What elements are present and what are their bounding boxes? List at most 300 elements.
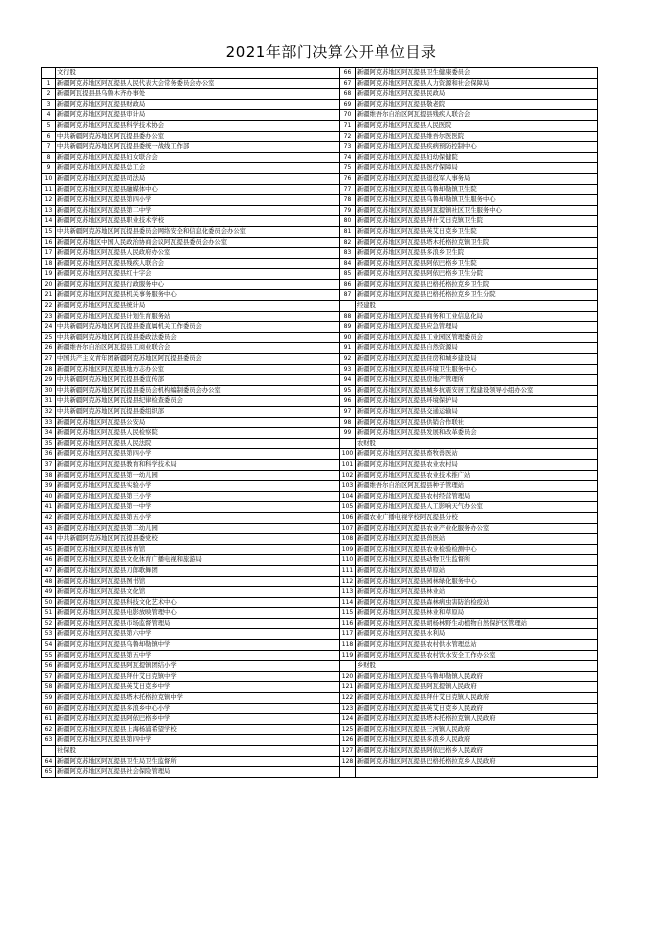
left-row-number: 38 [42, 471, 56, 482]
left-row-number: 19 [42, 269, 56, 280]
left-unit-name: 新疆阿克苏地区阿瓦提县第四小学 [56, 195, 340, 206]
left-row-number: 37 [42, 460, 56, 471]
right-row-number: 106 [340, 513, 356, 524]
left-row-number: 29 [42, 375, 56, 386]
table-row [42, 68, 598, 79]
right-unit-name: 新疆农业广播电视学校阿瓦提县分校 [356, 513, 598, 524]
table-row [42, 238, 598, 249]
right-unit-name: 新疆阿克苏地区阿瓦提县工业园区管理委员会 [356, 333, 598, 344]
right-row-number: 68 [340, 89, 356, 100]
right-row-number: 72 [340, 132, 356, 143]
right-row-number: 87 [340, 290, 356, 301]
left-unit-name: 新疆阿克苏地区阿瓦提县统计局 [56, 301, 340, 312]
left-row-number: 65 [42, 767, 56, 778]
right-unit-name: 新疆阿克苏地区阿瓦提县农村饮水安全工作办公室 [356, 651, 598, 662]
left-unit-name: 新疆阿克苏地区阿瓦提县阿依巴格乡中学 [56, 714, 340, 725]
table-row [42, 735, 598, 746]
left-row-number: 50 [42, 598, 56, 609]
left-row-number: 47 [42, 566, 56, 577]
right-row-number: 95 [340, 386, 356, 397]
right-row-number: 93 [340, 365, 356, 376]
right-row-number: 81 [340, 227, 356, 238]
right-row-number: 78 [340, 195, 356, 206]
right-unit-name: 新疆阿克苏地区阿瓦提县塔木托格拉克镇人民政府 [356, 714, 598, 725]
right-unit-name: 农财股 [356, 439, 598, 450]
left-row-number: 58 [42, 682, 56, 693]
table-row [42, 290, 598, 301]
right-unit-name: 新疆阿克苏地区阿瓦提县农业检验检测中心 [356, 545, 598, 556]
left-unit-name: 新疆阿克苏地区阿瓦提县行政服务中心 [56, 280, 340, 291]
right-row-number: 121 [340, 682, 356, 693]
table-row [42, 375, 598, 386]
right-row-number: 99 [340, 428, 356, 439]
right-row-number: 117 [340, 629, 356, 640]
table-row [42, 651, 598, 662]
right-row-number: 115 [340, 608, 356, 619]
right-row-number: 66 [340, 68, 356, 79]
right-unit-name: 新疆阿克苏地区阿瓦提县阿依巴格乡人民政府 [356, 746, 598, 757]
left-unit-name: 新疆阿克苏地区阿瓦提县第四小学 [56, 449, 340, 460]
table-row [42, 439, 598, 450]
right-unit-name: 新疆阿克苏地区阿瓦提县拜什艾日克镇人民政府 [356, 693, 598, 704]
table-row [42, 555, 598, 566]
left-unit-name: 新疆阿克苏地区阿瓦提县教育和科学技术局 [56, 460, 340, 471]
left-row-number: 53 [42, 629, 56, 640]
table-row [42, 524, 598, 535]
right-unit-name: 新疆阿克苏地区阿瓦提县多浪乡卫生院 [356, 248, 598, 259]
right-unit-name: 新疆阿克苏地区阿瓦提县园林绿化服务中心 [356, 577, 598, 588]
right-row-number: 74 [340, 153, 356, 164]
right-row-number: 112 [340, 577, 356, 588]
right-unit-name: 新疆阿克苏地区阿瓦提县畜牧兽医站 [356, 449, 598, 460]
left-row-number: 9 [42, 163, 56, 174]
right-row-number: 71 [340, 121, 356, 132]
left-row-number: 28 [42, 365, 56, 376]
table-row [42, 513, 598, 524]
left-row-number: 30 [42, 386, 56, 397]
table-row [42, 142, 598, 153]
right-unit-name: 新疆阿克苏地区阿瓦提县乌鲁却勒镇卫生服务中心 [356, 195, 598, 206]
right-unit-name: 新疆阿克苏地区阿瓦提县疾病预防控制中心 [356, 142, 598, 153]
right-unit-name: 新疆阿克苏地区阿瓦提县胡杨林野生动植物自然保护区管理站 [356, 619, 598, 630]
right-row-number: 126 [340, 735, 356, 746]
left-unit-name: 新疆阿克苏地区阿瓦提县文化馆 [56, 587, 340, 598]
right-row-number: 73 [340, 142, 356, 153]
right-unit-name: 新疆阿克苏地区阿瓦提县人力资源和社会保障局 [356, 79, 598, 90]
right-unit-name: 新疆阿克苏地区阿瓦提县乌鲁却勒镇卫生院 [356, 185, 598, 196]
left-unit-name: 新疆阿瓦提县县乌鲁木齐办事处 [56, 89, 340, 100]
left-unit-name: 新疆阿克苏地区阿瓦提县地方志办公室 [56, 365, 340, 376]
left-row-number: 15 [42, 227, 56, 238]
right-row-number: 97 [340, 407, 356, 418]
right-row-number: 125 [340, 725, 356, 736]
left-row-number: 26 [42, 343, 56, 354]
left-row-number: 61 [42, 714, 56, 725]
left-row-number: 10 [42, 174, 56, 185]
left-unit-name: 新疆阿克苏地区阿瓦提县多浪乡中心小学 [56, 704, 340, 715]
left-row-number: 14 [42, 216, 56, 227]
left-row-number: 36 [42, 449, 56, 460]
right-unit-name: 新疆阿克苏地区阿瓦提县巴格托格拉克乡卫生分院 [356, 290, 598, 301]
left-row-number: 4 [42, 110, 56, 121]
right-row-number: 90 [340, 333, 356, 344]
table-row [42, 333, 598, 344]
table-row [42, 269, 598, 280]
left-unit-name: 社保股 [56, 746, 340, 757]
right-unit-name: 新疆阿克苏地区阿瓦提县环境保护局 [356, 396, 598, 407]
right-unit-name: 经建股 [356, 301, 598, 312]
left-unit-name: 新疆阿克苏地区阿瓦提县市场监督管理局 [56, 619, 340, 630]
left-unit-name: 新疆阿克苏地区阿瓦提县融媒体中心 [56, 185, 340, 196]
right-row-number: 80 [340, 216, 356, 227]
left-unit-name: 新疆阿克苏地区阿瓦提县上海杨浦希望学校 [56, 725, 340, 736]
left-unit-name: 新疆阿克苏地区阿瓦提县计划生育服务站 [56, 312, 340, 323]
right-row-number: 77 [340, 185, 356, 196]
right-unit-name: 新疆阿克苏地区阿瓦提县巴格托格拉克乡人民政府 [356, 757, 598, 768]
right-row-number: 114 [340, 598, 356, 609]
right-unit-name: 新疆维吾尔自治区阿瓦提县残疾人联合会 [356, 110, 598, 121]
left-unit-name: 新疆阿克苏地区阿瓦提县第一幼儿园 [56, 471, 340, 482]
left-unit-name: 新疆阿克苏地区阿瓦提县人民政府办公室 [56, 248, 340, 259]
right-unit-name: 新疆阿克苏地区阿瓦提县自然资源局 [356, 343, 598, 354]
right-row-number: 69 [340, 100, 356, 111]
right-row-number: 98 [340, 418, 356, 429]
left-row-number: 46 [42, 555, 56, 566]
right-row-number: 102 [340, 471, 356, 482]
right-unit-name: 新疆阿克苏地区阿瓦提县阿瓦提镇社区卫生服务中心 [356, 206, 598, 217]
right-unit-name: 新疆阿克苏地区阿瓦提县拜什艾日克镇卫生院 [356, 216, 598, 227]
right-unit-name: 新疆阿克苏地区阿瓦提县商务和工业信息化局 [356, 312, 598, 323]
right-unit-name: 新疆阿克苏地区阿瓦提县多浪乡人民政府 [356, 735, 598, 746]
left-unit-name: 新疆阿克苏地区阿瓦提县科技文化艺术中心 [56, 598, 340, 609]
left-row-number: 48 [42, 577, 56, 588]
table-row [42, 322, 598, 333]
left-unit-name: 新疆阿克苏地区阿瓦提县第四中学 [56, 735, 340, 746]
table-row [42, 79, 598, 90]
table-row [42, 354, 598, 365]
left-unit-name: 新疆阿克苏地区阿瓦提县科学技术协会 [56, 121, 340, 132]
right-unit-name: 新疆阿克苏地区阿瓦提县敬老院 [356, 100, 598, 111]
left-unit-name: 新疆阿克苏地区阿瓦提县第五小学 [56, 513, 340, 524]
left-row-number: 7 [42, 142, 56, 153]
left-row-number: 64 [42, 757, 56, 768]
right-unit-name: 新疆阿克苏地区阿瓦提县农业产业化服务办公室 [356, 524, 598, 535]
directory-table [41, 67, 598, 778]
left-unit-name: 新疆阿克苏地区阿瓦提县体育馆 [56, 545, 340, 556]
left-unit-name: 新疆阿克苏地区阿瓦提县财政局 [56, 100, 340, 111]
left-row-number: 52 [42, 619, 56, 630]
table-row [42, 174, 598, 185]
left-unit-name: 新疆阿克苏地区阿瓦提县电影放映管理中心 [56, 608, 340, 619]
left-row-number: 33 [42, 418, 56, 429]
left-unit-name: 新疆阿克苏地区阿瓦提县总工会 [56, 163, 340, 174]
left-row-number: 16 [42, 238, 56, 249]
right-unit-name: 新疆阿克苏地区阿瓦提县阿依巴格乡卫生分院 [356, 269, 598, 280]
left-unit-name: 中国共产主义青年团新疆阿克苏地区阿瓦提县委员会 [56, 354, 340, 365]
left-unit-name: 中共新疆阿克苏地区阿瓦提县委办公室 [56, 132, 340, 143]
right-unit-name: 新疆阿克苏地区阿瓦提县环境卫生服务中心 [356, 365, 598, 376]
left-unit-name: 新疆阿克苏地区阿瓦提县英艾日克乡中学 [56, 682, 340, 693]
right-unit-name: 新疆阿克苏地区阿瓦提县维吾尔医医院 [356, 132, 598, 143]
left-row-number: 18 [42, 259, 56, 270]
left-unit-name: 新疆阿克苏地区阿瓦提县第六中学 [56, 629, 340, 640]
right-row-number: 104 [340, 492, 356, 503]
left-row-number [42, 746, 56, 757]
left-unit-name: 新疆阿克苏地区阿瓦提县红十字会 [56, 269, 340, 280]
left-unit-name: 新疆阿克苏地区阿瓦提县公安局 [56, 418, 340, 429]
table-row [42, 195, 598, 206]
left-row-number: 6 [42, 132, 56, 143]
right-row-number: 70 [340, 110, 356, 121]
right-row-number: 127 [340, 746, 356, 757]
right-row-number: 67 [340, 79, 356, 90]
table-row [42, 365, 598, 376]
left-row-number: 43 [42, 524, 56, 535]
left-row-number: 34 [42, 428, 56, 439]
right-row-number [340, 439, 356, 450]
right-unit-name: 新疆阿克苏地区阿瓦提县妇幼保健院 [356, 153, 598, 164]
left-row-number: 35 [42, 439, 56, 450]
right-unit-name: 新疆阿克苏地区阿瓦提县水利局 [356, 629, 598, 640]
left-row-number: 13 [42, 206, 56, 217]
left-unit-name: 中共新疆阿克苏地区阿瓦提县委统一战线工作部 [56, 142, 340, 153]
table-row [42, 227, 598, 238]
table-row [42, 714, 598, 725]
table-row [42, 428, 598, 439]
left-row-number: 57 [42, 672, 56, 683]
table-row [42, 460, 598, 471]
left-row-number [42, 68, 56, 79]
right-row-number: 75 [340, 163, 356, 174]
table-row [42, 767, 598, 778]
right-unit-name: 新疆阿克苏地区阿瓦提县林业站 [356, 587, 598, 598]
right-unit-name: 新疆阿克苏地区阿瓦提县农业技术推广站 [356, 471, 598, 482]
left-row-number: 3 [42, 100, 56, 111]
left-row-number: 25 [42, 333, 56, 344]
right-unit-name: 新疆阿克苏地区阿瓦提县应急管理局 [356, 322, 598, 333]
table-row [42, 89, 598, 100]
right-row-number: 88 [340, 312, 356, 323]
right-unit-name: 新疆阿克苏地区阿瓦提县住房和城乡建设局 [356, 354, 598, 365]
table-row [42, 757, 598, 768]
left-row-number: 41 [42, 502, 56, 513]
right-unit-name: 新疆阿克苏地区阿瓦提县农村经营管理局 [356, 492, 598, 503]
right-unit-name: 新疆阿克苏地区阿瓦提县兽医站 [356, 534, 598, 545]
left-row-number: 32 [42, 407, 56, 418]
right-row-number: 119 [340, 651, 356, 662]
right-row-number: 92 [340, 354, 356, 365]
table-row [42, 163, 598, 174]
right-row-number: 123 [340, 704, 356, 715]
left-unit-name: 新疆阿克苏地区阿瓦提县第五中学 [56, 651, 340, 662]
right-row-number: 116 [340, 619, 356, 630]
right-unit-name: 新疆阿克苏地区阿瓦提县森林病虫害防治检疫站 [356, 598, 598, 609]
table-row [42, 132, 598, 143]
right-row-number: 108 [340, 534, 356, 545]
table-row [42, 746, 598, 757]
left-row-number: 12 [42, 195, 56, 206]
table-row [42, 418, 598, 429]
right-row-number [340, 767, 356, 778]
right-row-number: 105 [340, 502, 356, 513]
left-row-number: 11 [42, 185, 56, 196]
table-row [42, 725, 598, 736]
table-row [42, 672, 598, 683]
left-unit-name: 新疆阿克苏地区阿瓦提县图书馆 [56, 577, 340, 588]
right-row-number: 128 [340, 757, 356, 768]
table-row [42, 640, 598, 651]
right-row-number: 76 [340, 174, 356, 185]
table-row [42, 629, 598, 640]
right-unit-name: 新疆阿克苏地区阿瓦提县交通运输局 [356, 407, 598, 418]
left-row-number: 51 [42, 608, 56, 619]
left-unit-name: 新疆阿克苏地区阿瓦提县实验小学 [56, 481, 340, 492]
right-unit-name: 新疆阿克苏地区阿瓦提县房地产管理所 [356, 375, 598, 386]
table-row [42, 598, 598, 609]
left-unit-name: 文行股 [56, 68, 340, 79]
right-row-number: 84 [340, 259, 356, 270]
left-unit-name: 新疆阿克苏地区阿瓦提县卫生局卫生监督所 [56, 757, 340, 768]
left-row-number: 24 [42, 322, 56, 333]
left-unit-name: 新疆阿克苏地区阿瓦提县第二幼儿园 [56, 524, 340, 535]
right-unit-name: 新疆阿克苏地区阿瓦提县人工影响天气办公室 [356, 502, 598, 513]
table-row [42, 301, 598, 312]
left-row-number: 2 [42, 89, 56, 100]
left-unit-name: 新疆阿克苏地区阿瓦提县审计局 [56, 110, 340, 121]
left-unit-name: 新疆阿克苏地区中国人民政治协商会议阿瓦提县委员会办公室 [56, 238, 340, 249]
left-unit-name: 新疆阿克苏地区阿瓦提县刀郎歌舞团 [56, 566, 340, 577]
table-row [42, 661, 598, 672]
left-unit-name: 中共新疆阿克苏地区阿瓦提县委政法委员会 [56, 333, 340, 344]
left-unit-name: 新疆阿克苏地区阿瓦提县人民法院 [56, 439, 340, 450]
left-row-number: 56 [42, 661, 56, 672]
right-unit-name: 新疆阿克苏地区阿瓦提县卫生健康委员会 [356, 68, 598, 79]
right-unit-name: 新疆阿克苏地区阿瓦提县城乡抗震安居工程建设领导小组办公室 [356, 386, 598, 397]
table-row [42, 619, 598, 630]
left-unit-name: 中共新疆阿克苏地区阿瓦提县委员会机构编制委员会办公室 [56, 386, 340, 397]
left-unit-name: 中共新疆阿克苏地区阿瓦提县委组织部 [56, 407, 340, 418]
right-unit-name: 新疆阿克苏地区阿瓦提县供销合作联社 [356, 418, 598, 429]
left-row-number: 5 [42, 121, 56, 132]
right-unit-name: 乡财股 [356, 661, 598, 672]
table-row [42, 608, 598, 619]
right-unit-name: 新疆阿克苏地区阿瓦提县三河镇人民政府 [356, 725, 598, 736]
right-row-number: 111 [340, 566, 356, 577]
table-row [42, 248, 598, 259]
left-unit-name: 新疆阿克苏地区阿瓦提县拜什艾日克镇中学 [56, 672, 340, 683]
left-row-number: 31 [42, 396, 56, 407]
right-row-number: 96 [340, 396, 356, 407]
left-row-number: 62 [42, 725, 56, 736]
right-unit-name: 新疆阿克苏地区阿瓦提县农村供水管理总站 [356, 640, 598, 651]
right-row-number: 107 [340, 524, 356, 535]
right-row-number: 118 [340, 640, 356, 651]
table-row [42, 407, 598, 418]
right-row-number: 94 [340, 375, 356, 386]
left-unit-name: 新疆阿克苏地区阿瓦提县机关事务服务中心 [56, 290, 340, 301]
right-unit-name: 新疆阿克苏地区阿瓦提县农业农村局 [356, 460, 598, 471]
left-unit-name: 新疆阿克苏地区阿瓦提县社会保险管理局 [56, 767, 340, 778]
table-row [42, 185, 598, 196]
table-row [42, 704, 598, 715]
right-row-number: 83 [340, 248, 356, 259]
right-unit-name: 新疆阿克苏地区阿瓦提县英艾日克乡卫生院 [356, 227, 598, 238]
table-row [42, 396, 598, 407]
left-row-number: 44 [42, 534, 56, 545]
left-unit-name: 新疆阿克苏地区阿瓦提县乌鲁却勒镇中学 [56, 640, 340, 651]
table-row [42, 566, 598, 577]
left-row-number: 21 [42, 290, 56, 301]
right-row-number: 113 [340, 587, 356, 598]
right-unit-name: 新疆阿克苏地区阿瓦提县英艾日克乡人民政府 [356, 704, 598, 715]
right-unit-name: 新疆阿克苏地区阿瓦提县巴格托格拉克乡卫生院 [356, 280, 598, 291]
left-row-number: 27 [42, 354, 56, 365]
table-row [42, 693, 598, 704]
table-row [42, 587, 598, 598]
left-unit-name: 新疆阿克苏地区阿瓦提县文化体育广播电视和旅游局 [56, 555, 340, 566]
right-unit-name: 新疆阿克苏地区阿瓦提县医疗保障局 [356, 163, 598, 174]
left-unit-name: 中共新疆阿克苏地区阿瓦提县委员会网络安全和信息化委员会办公室 [56, 227, 340, 238]
page-title: 2021年部门决算公开单位目录 [225, 43, 437, 61]
table-row [42, 481, 598, 492]
left-row-number: 63 [42, 735, 56, 746]
right-unit-name: 新疆阿克苏地区阿瓦提县发展和改革委员会 [356, 428, 598, 439]
left-unit-name: 新疆阿克苏地区阿瓦提县第一中学 [56, 502, 340, 513]
table-row [42, 449, 598, 460]
right-unit-name: 新疆阿克苏地区阿瓦提县乌鲁却勒镇人民政府 [356, 672, 598, 683]
left-row-number: 49 [42, 587, 56, 598]
right-row-number: 85 [340, 269, 356, 280]
right-unit-name: 新疆阿克苏地区阿瓦提县动物卫生监督所 [356, 555, 598, 566]
right-unit-name: 新疆维吾尔自治区阿瓦提县种子管理站 [356, 481, 598, 492]
table-row [42, 386, 598, 397]
table-row [42, 312, 598, 323]
right-row-number: 86 [340, 280, 356, 291]
table-row [42, 259, 598, 270]
table-row [42, 545, 598, 556]
left-unit-name: 中共新疆阿克苏地区阿瓦提县纪律检查委员会 [56, 396, 340, 407]
left-row-number: 23 [42, 312, 56, 323]
right-row-number: 101 [340, 460, 356, 471]
right-row-number: 89 [340, 322, 356, 333]
table-row [42, 492, 598, 503]
left-unit-name: 新疆阿克苏地区阿瓦提县阿瓦提镇团结小学 [56, 661, 340, 672]
right-row-number: 82 [340, 238, 356, 249]
left-unit-name: 新疆阿克苏地区阿瓦提县职业技术学校 [56, 216, 340, 227]
left-row-number: 17 [42, 248, 56, 259]
left-unit-name: 新疆阿克苏地区阿瓦提县残疾人联合会 [56, 259, 340, 270]
left-row-number: 42 [42, 513, 56, 524]
left-unit-name: 新疆阿克苏地区阿瓦提县人民代表大会常务委员会办公室 [56, 79, 340, 90]
left-unit-name: 新疆阿克苏地区阿瓦提县人民检察院 [56, 428, 340, 439]
right-unit-name: 新疆阿克苏地区阿瓦提县阿瓦提镇人民政府 [356, 682, 598, 693]
right-unit-name [356, 767, 598, 778]
right-row-number: 79 [340, 206, 356, 217]
left-row-number: 60 [42, 704, 56, 715]
right-unit-name: 新疆阿克苏地区阿瓦提县林业和草原局 [356, 608, 598, 619]
left-row-number: 40 [42, 492, 56, 503]
right-unit-name: 新疆阿克苏地区阿瓦提县退役军人事务局 [356, 174, 598, 185]
left-row-number: 1 [42, 79, 56, 90]
table-row [42, 534, 598, 545]
left-row-number: 54 [42, 640, 56, 651]
left-unit-name: 新疆阿克苏地区阿瓦提县第三小学 [56, 492, 340, 503]
left-row-number: 8 [42, 153, 56, 164]
left-unit-name: 新疆维吾尔自治区阿瓦提县工商业联合会 [56, 343, 340, 354]
left-unit-name: 中共新疆阿克苏地区阿瓦提县委宣传部 [56, 375, 340, 386]
right-row-number: 91 [340, 343, 356, 354]
left-unit-name: 新疆阿克苏地区阿瓦提县司法局 [56, 174, 340, 185]
